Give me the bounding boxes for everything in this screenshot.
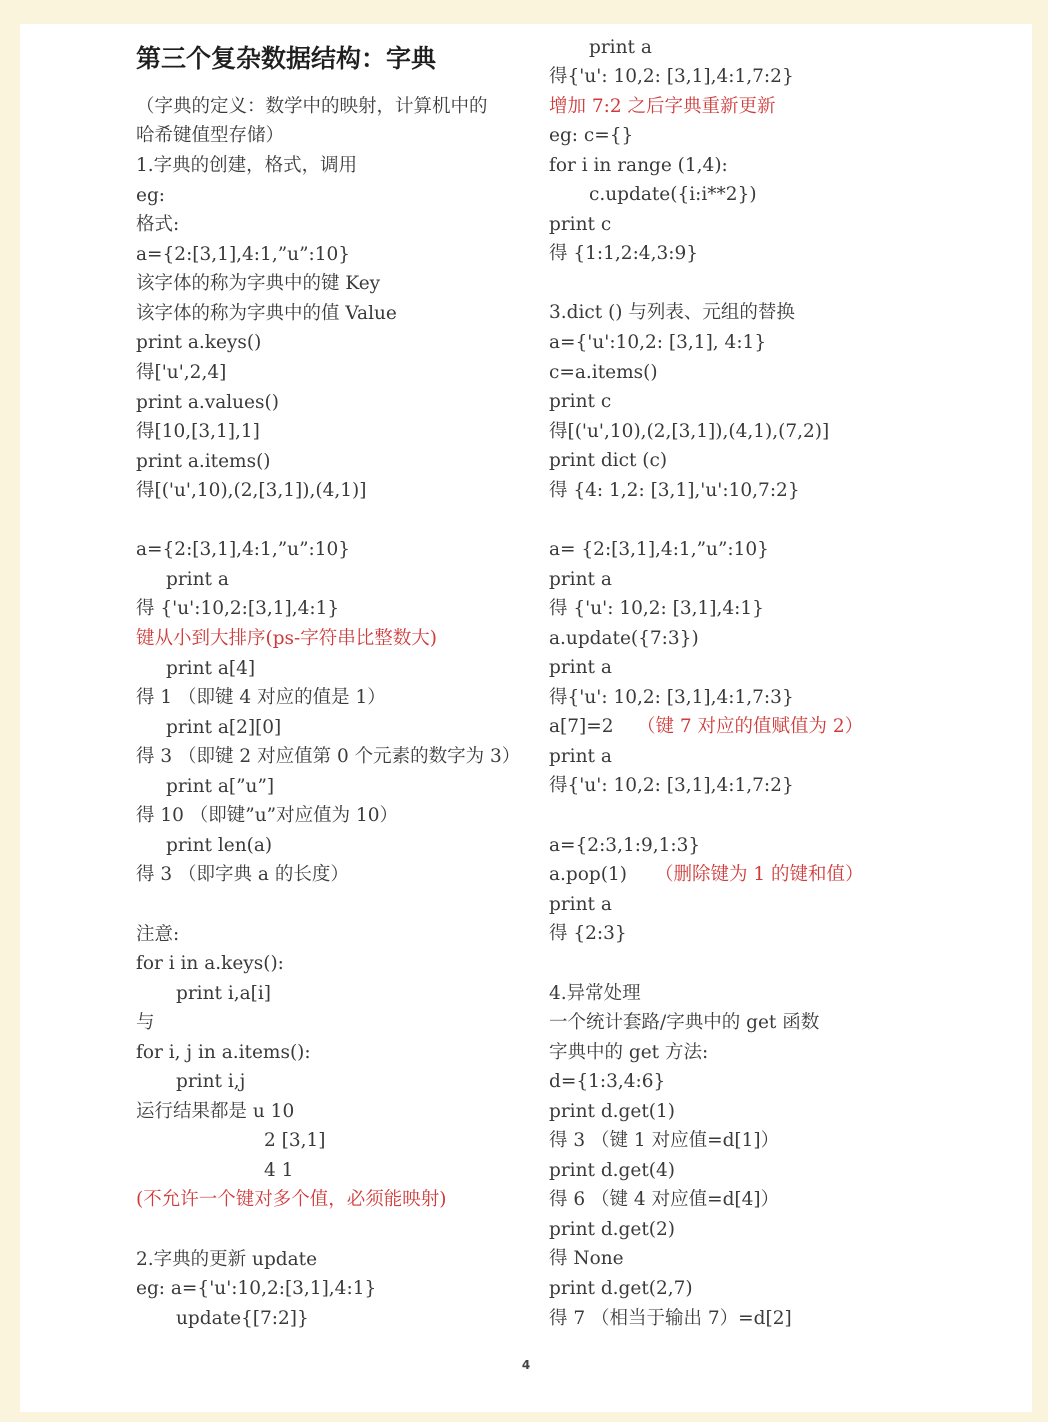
left-line: eg: xyxy=(136,185,166,206)
left-line: print a[”u”] xyxy=(166,776,275,797)
left-line: 2.字典的更新 update xyxy=(136,1249,318,1270)
left-line: 得 1 （即键 4 对应的值是 1） xyxy=(136,687,386,708)
right-line: 3.dict () 与列表、元组的替换 xyxy=(549,302,795,323)
right-line: 一个统计套路/字典中的 get 函数 xyxy=(549,1012,820,1033)
left-line: 得['u',2,4] xyxy=(136,362,227,383)
right-line: print d.get(2,7) xyxy=(549,1278,693,1299)
right-line: 得 {1:1,2:4,3:9} xyxy=(549,243,699,264)
right-line: print a xyxy=(549,894,612,915)
left-line: 得 {'u':10,2:[3,1],4:1} xyxy=(136,598,340,619)
right-line: 增加 7:2 之后字典重新更新 xyxy=(549,96,776,117)
left-line: a={2:[3,1],4:1,”u”:10} xyxy=(136,244,351,265)
left-line: 得 3 （即键 2 对应值第 0 个元素的数字为 3） xyxy=(136,746,521,767)
right-line: 得 6 （键 4 对应值=d[4]） xyxy=(549,1189,780,1210)
left-line: for i, j in a.items(): xyxy=(136,1042,311,1063)
right-line: （键 7 对应的值赋值为 2） xyxy=(637,716,864,737)
left-line: print a xyxy=(166,569,229,590)
left-line: 得[10,[3,1],1] xyxy=(136,421,260,442)
document-page xyxy=(20,24,1032,1412)
right-line: print a xyxy=(549,746,612,767)
left-line: print a.items() xyxy=(136,451,271,472)
right-line: a={2:3,1:9,1:3} xyxy=(549,835,701,856)
left-line: eg: a={'u':10,2:[3,1],4:1} xyxy=(136,1278,377,1299)
right-line: c=a.items() xyxy=(549,362,658,383)
left-line: print a.values() xyxy=(136,392,279,413)
right-line: 得{'u': 10,2: [3,1],4:1,7:2} xyxy=(549,66,794,87)
left-line: 键从小到大排序(ps-字符串比整数大) xyxy=(136,628,438,649)
left-line: print a[4] xyxy=(166,658,256,679)
left-line: 1.字典的创建，格式，调用 xyxy=(136,155,358,176)
right-line: print a xyxy=(589,37,652,58)
left-line: 哈希键值型存储） xyxy=(136,125,285,146)
left-line: (不允许一个键对多个值，必须能映射) xyxy=(136,1189,447,1210)
right-line: print d.get(4) xyxy=(549,1160,675,1181)
document-title: 第三个复杂数据结构：字典 xyxy=(136,44,437,73)
right-line: print c xyxy=(549,391,612,412)
right-line: print dict (c) xyxy=(549,450,668,471)
right-line: 得 3 （键 1 对应值=d[1]） xyxy=(549,1130,780,1151)
left-line: 该字体的称为字典中的值 Value xyxy=(136,303,397,324)
left-line: 得[('u',10),(2,[3,1]),(4,1)] xyxy=(136,480,367,501)
right-line: for i in range (1,4): xyxy=(549,155,728,176)
right-line: （删除键为 1 的键和值） xyxy=(655,864,864,885)
right-line: a={'u':10,2: [3,1], 4:1} xyxy=(549,332,767,353)
left-line: 与 xyxy=(136,1012,155,1033)
left-line: 运行结果都是 u 10 xyxy=(136,1101,295,1122)
right-line: c.update({i:i**2}) xyxy=(589,184,757,205)
left-line: print i,j xyxy=(176,1071,246,1092)
left-line: 得 3 （即字典 a 的长度） xyxy=(136,864,349,885)
page-number: 4 xyxy=(521,1358,531,1372)
left-line: （字典的定义：数学中的映射，计算机中的 xyxy=(136,96,488,117)
right-line: 4.异常处理 xyxy=(549,983,641,1004)
right-line: print c xyxy=(549,214,612,235)
left-line: print a[2][0] xyxy=(166,717,282,738)
right-line: eg: c={} xyxy=(549,125,634,146)
right-line: 得 {2:3} xyxy=(549,923,627,944)
left-line: 4 1 xyxy=(264,1160,294,1181)
right-line: 得 7 （相当于输出 7）=d[2] xyxy=(549,1308,792,1329)
right-line: print d.get(1) xyxy=(549,1101,675,1122)
right-line: print a xyxy=(549,569,612,590)
left-line: print len(a) xyxy=(166,835,273,856)
left-line: 该字体的称为字典中的键 Key xyxy=(136,273,381,294)
right-line: 得{'u': 10,2: [3,1],4:1,7:3} xyxy=(549,687,794,708)
right-line: d={1:3,4:6} xyxy=(549,1071,666,1092)
left-line: print a.keys() xyxy=(136,332,262,353)
left-line: 得 10 （即键”u”对应值为 10） xyxy=(136,805,399,826)
left-line: update{[7:2]} xyxy=(176,1308,309,1329)
left-line: 2 [3,1] xyxy=(264,1130,326,1151)
right-line: print d.get(2) xyxy=(549,1219,675,1240)
right-line: 得 {'u': 10,2: [3,1],4:1} xyxy=(549,598,764,619)
right-line: 字典中的 get 方法: xyxy=(549,1042,709,1063)
right-line: 得[('u',10),(2,[3,1]),(4,1),(7,2)] xyxy=(549,421,830,442)
right-line: 得{'u': 10,2: [3,1],4:1,7:2} xyxy=(549,775,794,796)
right-line: a.update({7:3}) xyxy=(549,628,699,649)
right-line: a.pop(1) xyxy=(549,864,627,885)
right-line: 得 {4: 1,2: [3,1],'u':10,7:2} xyxy=(549,480,800,501)
left-line: a={2:[3,1],4:1,”u”:10} xyxy=(136,539,351,560)
right-line: print a xyxy=(549,657,612,678)
right-line: a= {2:[3,1],4:1,”u”:10} xyxy=(549,539,769,560)
left-line: 格式: xyxy=(136,214,180,235)
left-line: 注意: xyxy=(136,924,180,945)
right-line: a[7]=2 xyxy=(549,716,614,737)
left-line: for i in a.keys(): xyxy=(136,953,284,974)
left-line: print i,a[i] xyxy=(176,983,272,1004)
right-line: 得 None xyxy=(549,1248,624,1269)
